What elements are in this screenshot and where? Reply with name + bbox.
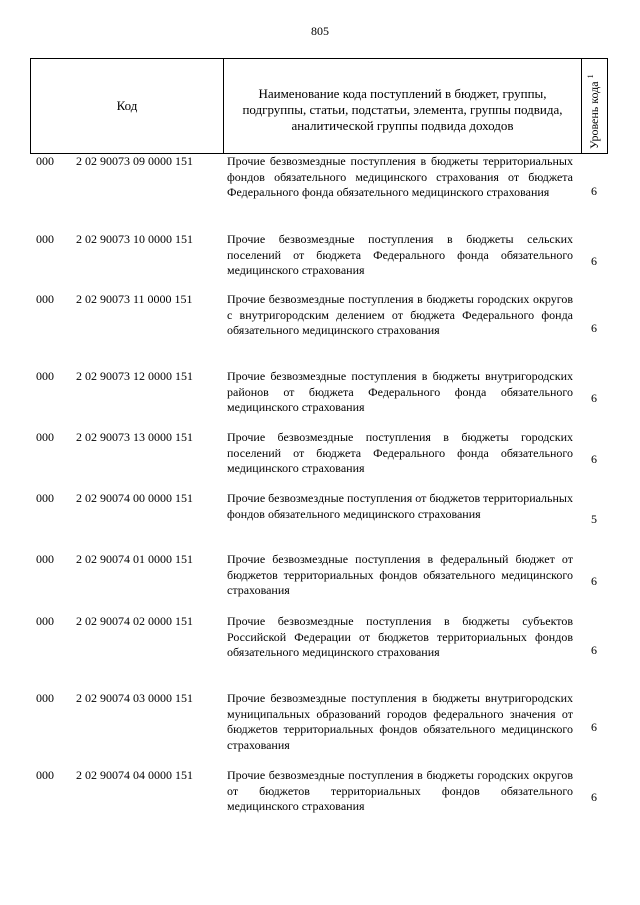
revenue-code: 2 02 90074 01 0000 151 xyxy=(76,552,193,566)
code-level: 6 xyxy=(591,790,597,804)
revenue-name: Прочие безвозмездные поступления в бюджеты внутригородских муниципальных образований городов федерального значения от бюджетов территориальных фондов обязательного медицинского страхования xyxy=(227,691,573,752)
revenue-code: 2 02 90074 04 0000 151 xyxy=(76,768,193,782)
code-level: 6 xyxy=(591,720,597,734)
table-row xyxy=(30,430,608,484)
revenue-name: Прочие безвозмездные поступления от бюджетов территориальных фондов обязательного медицинского страхования xyxy=(227,491,573,521)
code-level: 6 xyxy=(591,184,597,198)
table-row xyxy=(30,232,608,286)
code-level: 6 xyxy=(591,254,597,268)
table-row xyxy=(30,552,608,606)
revenue-code: 2 02 90073 10 0000 151 xyxy=(76,232,193,246)
revenue-code: 2 02 90073 12 0000 151 xyxy=(76,369,193,383)
revenue-name: Прочие безвозмездные поступления в бюджеты сельских поселений от бюджета Федерального фонда обязательного медицинского страхования xyxy=(227,232,573,277)
admin-code: 000 xyxy=(36,292,54,306)
revenue-name: Прочие безвозмездные поступления в бюджеты внутригородских районов от бюджета Федерального фонда обязательного медицинского страхования xyxy=(227,369,573,414)
table-row xyxy=(30,491,608,545)
table-row xyxy=(30,691,608,761)
code-level: 6 xyxy=(591,452,597,466)
admin-code: 000 xyxy=(36,768,54,782)
revenue-code: 2 02 90074 03 0000 151 xyxy=(76,691,193,705)
page-number: 805 xyxy=(311,24,329,38)
revenue-code: 2 02 90073 11 0000 151 xyxy=(76,292,193,306)
revenue-name: Прочие безвозмездные поступления в бюджеты городских округов с внутригородским делением от бюджета Федерального фонда обязательного медицинского страхования xyxy=(227,292,573,337)
admin-code: 000 xyxy=(36,552,54,566)
revenue-code: 2 02 90074 02 0000 151 xyxy=(76,614,193,628)
code-level: 6 xyxy=(591,321,597,335)
revenue-name: Прочие безвозмездные поступления в бюджеты территориальных фондов обязательного медицинского страхования от бюджета Федерального фонда обязательного медицинского страхования xyxy=(227,154,573,199)
header-level xyxy=(582,59,607,153)
table-row xyxy=(30,369,608,423)
revenue-name: Прочие безвозмездные поступления в бюджеты городских поселений от бюджета Федерального фонда обязательного медицинского страхования xyxy=(227,430,573,475)
admin-code: 000 xyxy=(36,614,54,628)
code-level: 6 xyxy=(591,574,597,588)
table-row xyxy=(30,768,608,822)
revenue-code: 2 02 90073 09 0000 151 xyxy=(76,154,193,168)
revenue-name: Прочие безвозмездные поступления в федеральный бюджет от бюджетов территориальных фондов обязательного медицинского страхования xyxy=(227,552,573,597)
table-row xyxy=(30,614,608,684)
code-level: 6 xyxy=(591,391,597,405)
header-level-footnote: 1 xyxy=(586,74,595,79)
code-level: 6 xyxy=(591,643,597,657)
table-row xyxy=(30,292,608,362)
admin-code: 000 xyxy=(36,691,54,705)
admin-code: 000 xyxy=(36,369,54,383)
revenue-name: Прочие безвозмездные поступления в бюджеты субъектов Российской Федерации от бюджетов территориальных фондов обязательного медицинского страхования xyxy=(227,614,573,659)
code-level: 5 xyxy=(591,512,597,526)
table-row xyxy=(30,154,608,230)
revenue-code: 2 02 90073 13 0000 151 xyxy=(76,430,193,444)
header-code: Код xyxy=(31,59,224,153)
revenue-name: Прочие безвозмездные поступления в бюджеты городских округов от бюджетов территориальных фондов обязательного медицинского страхования xyxy=(227,768,573,813)
revenue-code: 2 02 90074 00 0000 151 xyxy=(76,491,193,505)
admin-code: 000 xyxy=(36,491,54,505)
admin-code: 000 xyxy=(36,232,54,246)
header-name: Наименование кода поступлений в бюджет, группы, подгруппы, статьи, подстатьи, элемента, группы подвида, аналитической группы подвида доходов xyxy=(224,59,582,153)
table-header xyxy=(30,58,608,154)
admin-code: 000 xyxy=(36,154,54,168)
header-level-label: Уровень кода xyxy=(587,81,601,149)
admin-code: 000 xyxy=(36,430,54,444)
